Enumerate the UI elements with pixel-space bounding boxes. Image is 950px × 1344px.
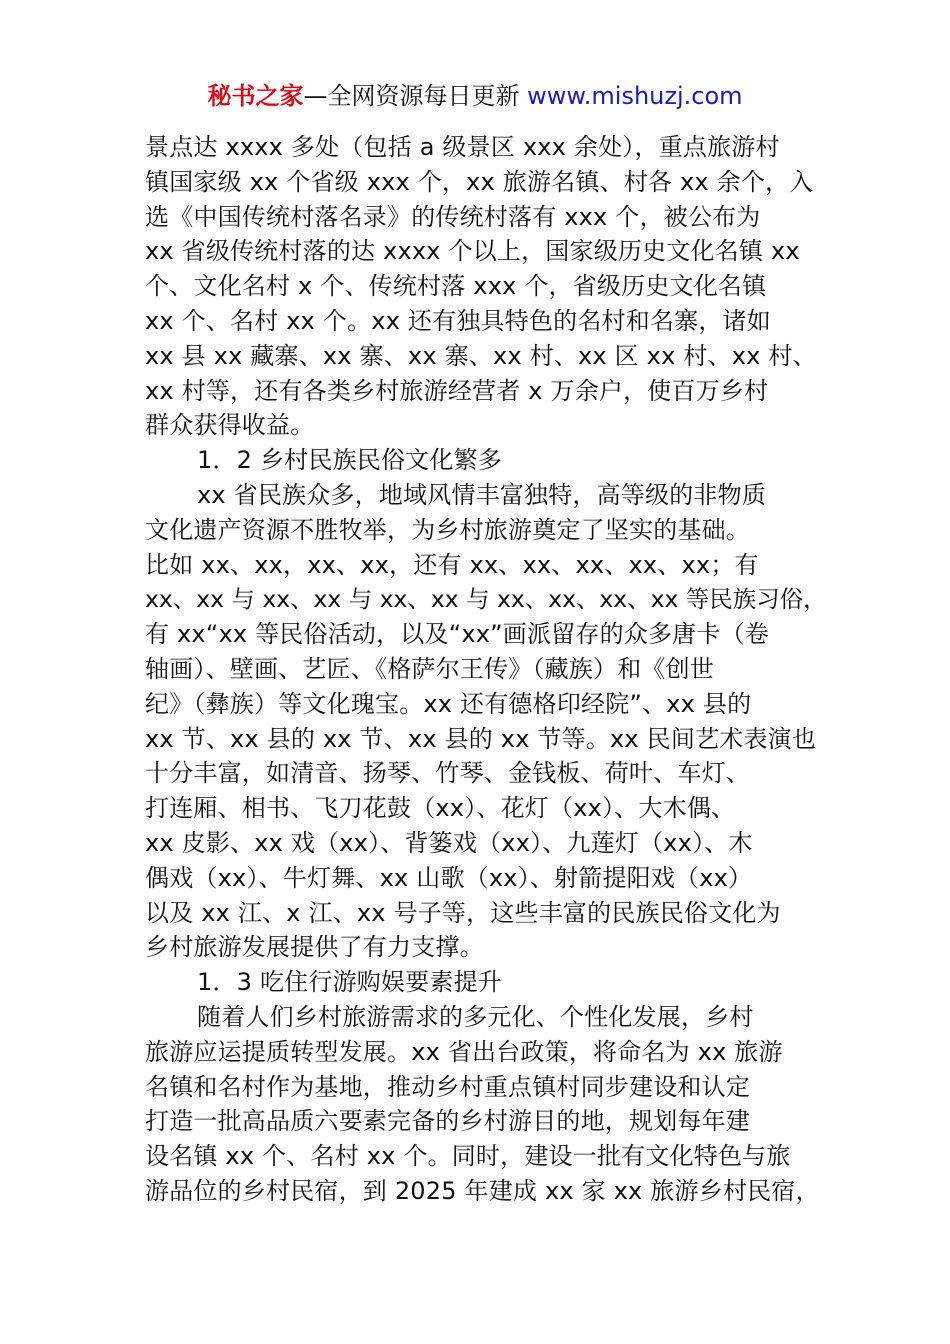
site-brand: 秘书之家 [207,82,304,110]
paragraph-line-indented: 随着人们乡村旅游需求的多元化、个性化发展，乡村 [197,1002,754,1031]
paragraph-line: 打造一批高品质六要素完备的乡村游目的地，规划每年建 [145,1107,750,1136]
paragraph-line-indented: 1．3 吃住行游购娱要素提升 [197,968,502,997]
paragraph-line: 文化遗产资源不胜牧举，为乡村旅游奠定了坚实的基础。 [145,515,750,544]
paragraph-line-indented: 1．2 乡村民族民俗文化繁多 [197,446,502,475]
paragraph-line: 选《中国传统村落名录》的传统村落有 xxx 个，被公布为 [145,202,761,231]
paragraph-line: xx 个、名村 xx 个。xx 还有独具特色的名村和名寨，诸如 [145,306,771,335]
paragraph-line: 有 xx“xx 等民俗活动，以及“xx”画派留存的众多唐卡（卷 [145,620,769,649]
paragraph-line: 打连厢、相书、飞刀花鼓（xx）、花灯（xx）、大木偶、 [145,794,736,823]
paragraph-line: 设名镇 xx 个、名村 xx 个。同时，建设一批有文化特色与旅 [145,1142,791,1171]
paragraph-line: 偶戏（xx）、牛灯舞、xx 山歌（xx）、射箭提阳戏（xx） [145,863,753,892]
paragraph-line: xx 皮影、xx 戏（xx）、背篓戏（xx）、九莲灯（xx）、木 [145,828,753,857]
paragraph-line: 景点达 xxxx 多处（包括 a 级景区 xxx 余处），重点旅游村 [145,133,780,161]
paragraph-line: 以及 xx 江、x 江、xx 号子等，这些丰富的民族民俗文化为 [145,898,781,927]
paragraph-line: 轴画）、壁画、艺匠、《格萨尔王传》（藏族）和《创世 [145,654,714,683]
site-tagline: —全网资源每日更新 [303,82,520,110]
document-body [145,130,835,1209]
site-url-link[interactable]: www.mishuzj.com [527,82,743,110]
paragraph-line: xx、xx 与 xx、xx 与 xx、xx 与 xx、xx、xx、xx 等民族习俗， [145,585,827,614]
paragraph-line: 镇国家级 xx 个省级 xxx 个，xx 旅游名镇、村各 xx 余个，入 [145,167,814,196]
paragraph-line: 比如 xx、xx，xx、xx，还有 xx、xx、xx、xx、xx；有 [145,550,759,579]
paragraph-line-indented: xx 省民族众多，地域风情丰富独特，高等级的非物质 [197,480,767,509]
paragraph-line: 名镇和名村作为基地，推动乡村重点镇村同步建设和认定 [145,1072,750,1101]
paragraph-line: 游品位的乡村民宿，到 2025 年建成 xx 家 xx 旅游乡村民宿， [145,1176,820,1205]
paragraph-line: xx 村等，还有各类乡村旅游经营者 x 万余户，使百万乡村 [145,376,769,405]
paragraph-line: xx 县 xx 藏寨、xx 寨、xx 寨、xx 村、xx 区 xx 村、xx 村、 [145,341,817,370]
paragraph-line: 旅游应运提质转型发展。xx 省出台政策，将命名为 xx 旅游 [145,1037,783,1066]
paragraph-line: xx 节、xx 县的 xx 节、xx 县的 xx 节等。xx 民间艺术表演也 [145,724,817,753]
paragraph-line: 十分丰富，如清音、扬琴、竹琴、金钱板、荷叶、车灯、 [145,759,750,788]
paragraph-line: 个、文化名村 x 个、传统村落 xxx 个，省级历史文化名镇 [145,272,767,301]
paragraph-line: xx 省级传统村落的达 xxxx 个以上，国家级历史文化名镇 xx [145,237,800,266]
paragraph-line: 乡村旅游发展提供了有力支撑。 [145,933,484,962]
paragraph-line: 纪》（彝族）等文化瑰宝。xx 还有德格印经院”、xx 县的 [145,689,752,718]
site-header [0,80,950,112]
paragraph-line: 群众获得收益。 [145,411,315,440]
